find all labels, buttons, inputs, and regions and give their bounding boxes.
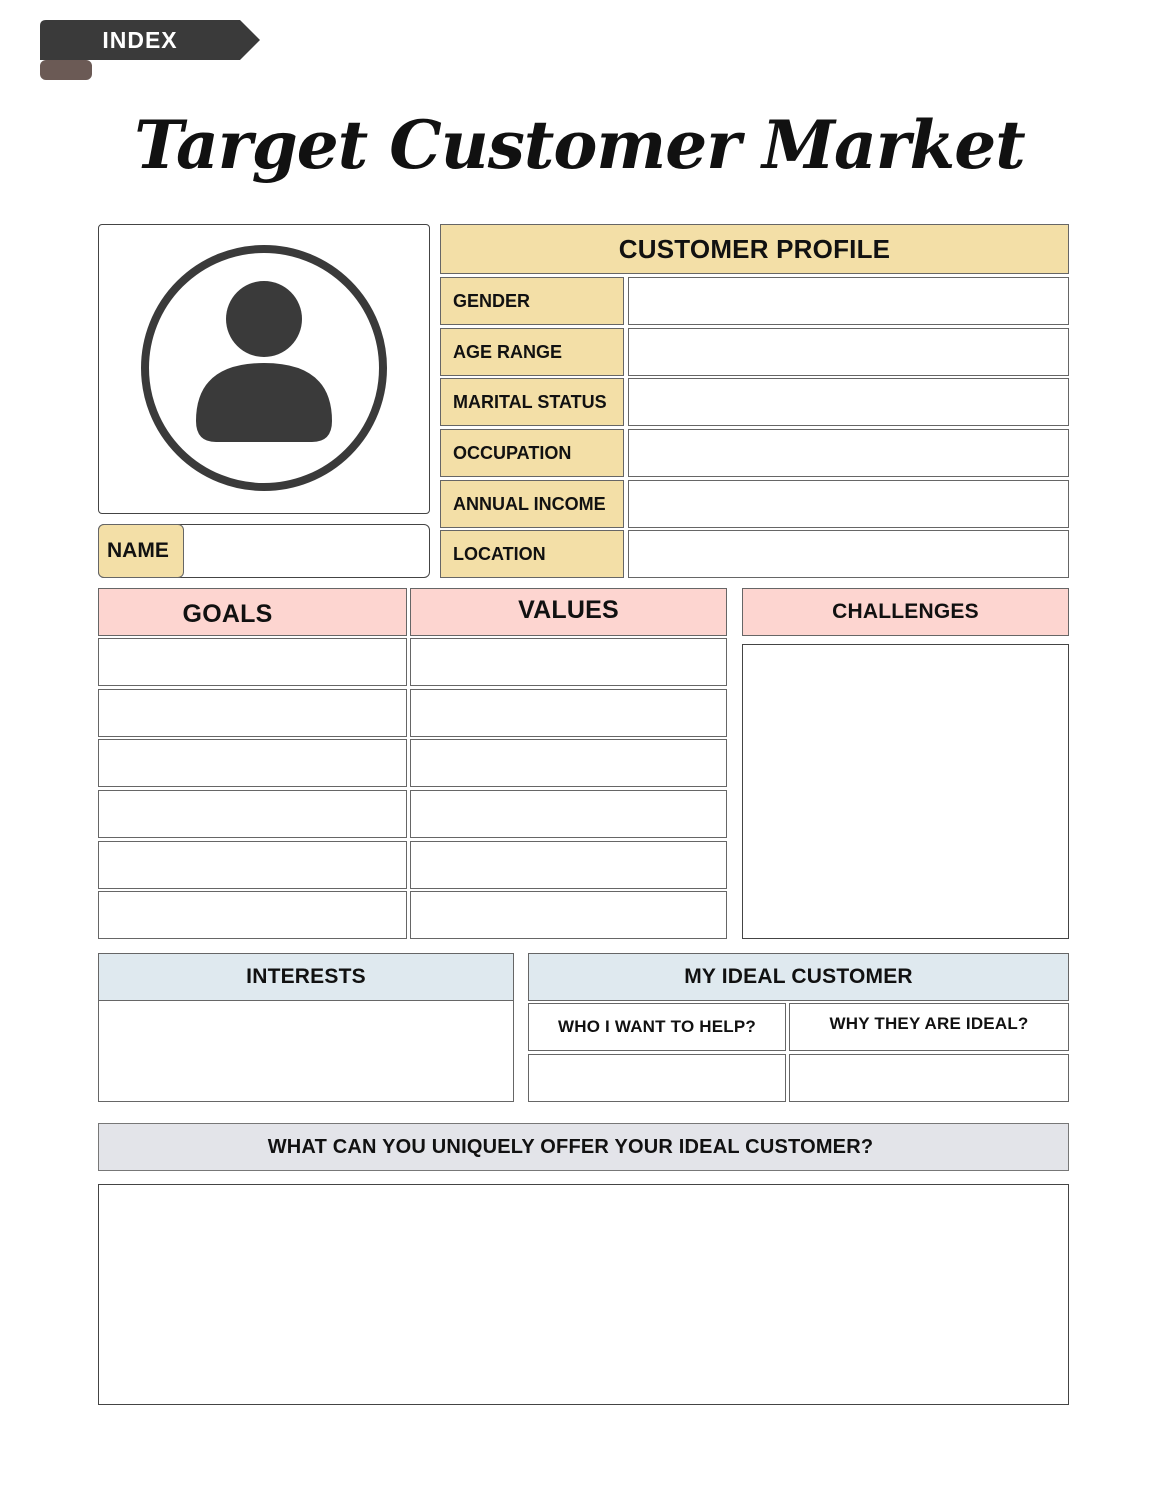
ideal-customer-why-field[interactable] [789, 1054, 1069, 1102]
index-tab[interactable] [40, 20, 262, 82]
goals-row[interactable] [98, 891, 407, 939]
ideal-customer-who-field[interactable] [528, 1054, 786, 1102]
challenges-field[interactable] [742, 644, 1069, 939]
profile-input-gender[interactable] [628, 277, 1069, 325]
profile-label-location: LOCATION [440, 530, 624, 578]
profile-label-gender: GENDER [440, 277, 624, 325]
ideal-customer-header: MY IDEAL CUSTOMER [528, 953, 1069, 1001]
values-row[interactable] [410, 638, 727, 686]
profile-label-age-range: AGE RANGE [440, 328, 624, 376]
avatar-box[interactable] [98, 224, 430, 514]
profile-input-location[interactable] [628, 530, 1069, 578]
offer-header: WHAT CAN YOU UNIQUELY OFFER YOUR IDEAL CUSTOMER? [98, 1123, 1069, 1171]
goals-row[interactable] [98, 638, 407, 686]
profile-input-age-range[interactable] [628, 328, 1069, 376]
values-row[interactable] [410, 739, 727, 787]
interests-header: INTERESTS [98, 953, 514, 1001]
profile-input-marital-status[interactable] [628, 378, 1069, 426]
goals-row[interactable] [98, 841, 407, 889]
challenges-header: CHALLENGES [742, 588, 1069, 636]
ideal-customer-col-why: WHY THEY ARE IDEAL? [789, 1003, 1069, 1051]
values-row[interactable] [410, 891, 727, 939]
profile-label-occupation: OCCUPATION [440, 429, 624, 477]
goals-header: GOALS [98, 588, 407, 636]
goals-row[interactable] [98, 739, 407, 787]
page-title: Target Customer Market [134, 106, 1025, 184]
name-label: NAME [98, 524, 184, 578]
goals-row[interactable] [98, 790, 407, 838]
values-header: VALUES [410, 588, 727, 636]
interests-field[interactable] [98, 1000, 514, 1102]
goals-row[interactable] [98, 689, 407, 737]
profile-label-annual-income: ANNUAL INCOME [440, 480, 624, 528]
profile-label-marital-status: MARITAL STATUS [440, 378, 624, 426]
values-row[interactable] [410, 790, 727, 838]
profile-input-annual-income[interactable] [628, 480, 1069, 528]
profile-input-occupation[interactable] [628, 429, 1069, 477]
offer-field[interactable] [98, 1184, 1069, 1405]
ideal-customer-col-who: WHO I WANT TO HELP? [528, 1003, 786, 1051]
values-row[interactable] [410, 689, 727, 737]
index-tab-label: INDEX [102, 26, 178, 53]
customer-profile-header: CUSTOMER PROFILE [440, 224, 1069, 274]
avatar-placeholder-icon [99, 225, 429, 513]
values-row[interactable] [410, 841, 727, 889]
